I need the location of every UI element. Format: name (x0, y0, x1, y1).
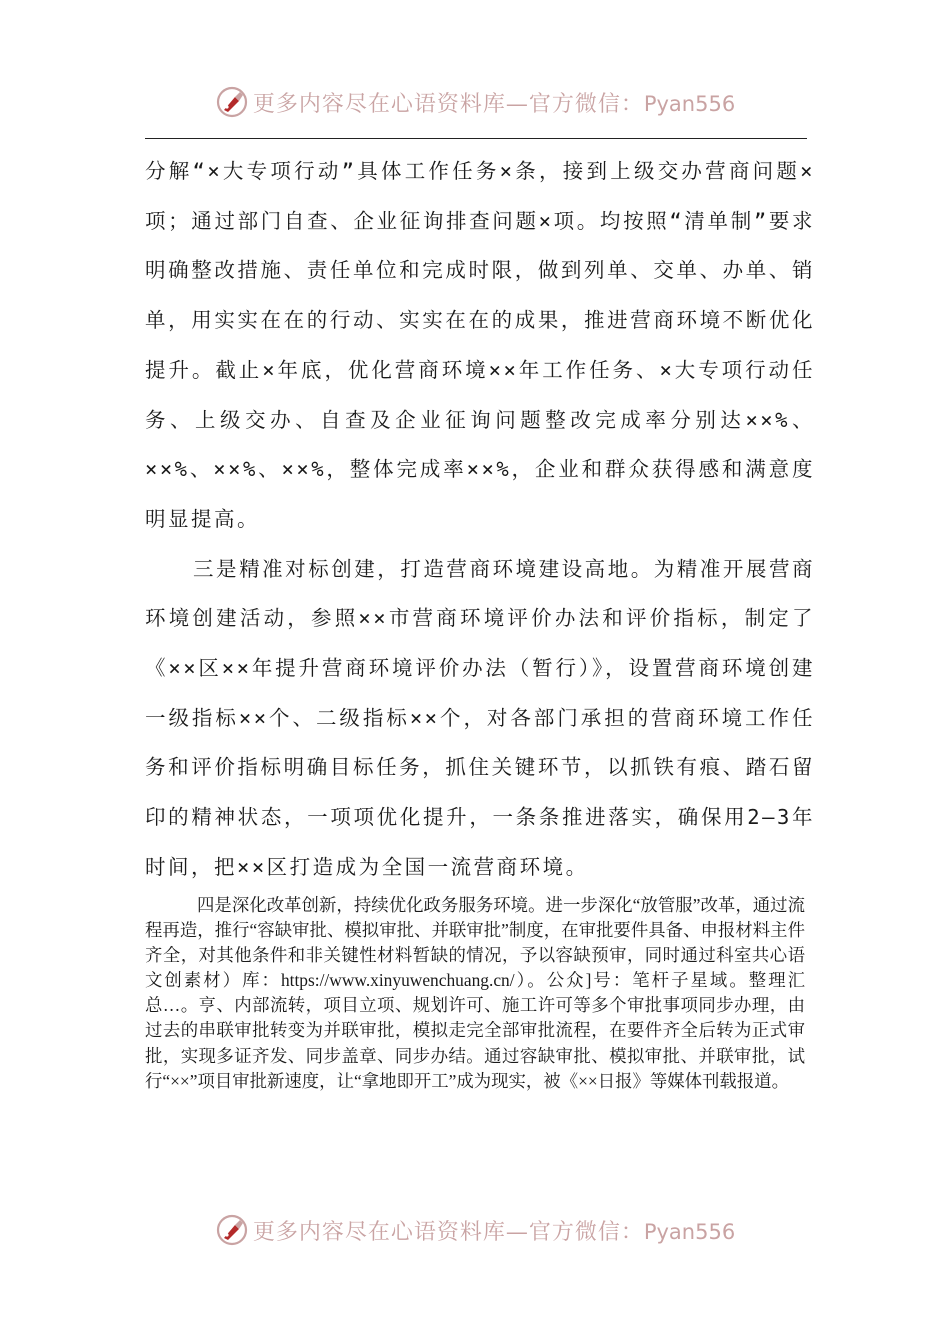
paragraph-1: 分解“×大专项行动”具体工作任务×条，接到上级交办营商问题×项；通过部门自查、企业征询排查问题×项。均按照“清单制”要求明确整改措施、责任单位和完成时限，做到列单、交单、办单、销单，用实实在在的行动、实实在在的成果，推进营商环境不断优化提升。截止×年底，优化营商环境××年工作任务、×大专项行动任务、上级交办、自查及企业征询问题整改完成率分别达××%、××%、××%、××%，整体完成率××%，企业和群众获得感和满意度明显提高。 (145, 159, 815, 531)
header-divider (145, 138, 807, 139)
header-banner (0, 80, 950, 124)
pen-nib-icon (215, 85, 249, 119)
footer-wechat-id: Pyan556 (643, 1219, 736, 1244)
paragraph-3: 四是深化改革创新，持续优化政务服务环境。进一步深化“放管服”改革，通过流程再造，推行“容缺审批、模拟审批、并联审批”制度，在审批要件具备、申报材料主件齐全，对其他条件和非关键性材料暂缺的情况，予以容缺预审，同时通过科室共心语文创素材）库：https://www.xinyuwenchuang.cn/）。公众]号：笔杆子星域。整理汇总…。亨、内部流转，项目立项、规划许可、施工许可等多个审批事项同步办理，由过去的串联审批转变为并联审批，模拟走完全部审批流程，在要件齐全后转为正式审批，实现多证齐发、同步盖章、同步办结。通过容缺审批、模拟审批、并联审批，试行“××”项目审批新速度，让“拿地即开工”成为现实，被《××日报》等媒体刊载报道。 (145, 895, 806, 1091)
document-body-small (145, 893, 805, 1094)
document-body (145, 147, 815, 893)
footer-banner (0, 1208, 950, 1252)
banner-wechat-id: Pyan556 (643, 91, 736, 116)
footer-banner-text: 更多内容尽在心语资料库—官方微信：Pyan556 (252, 1219, 736, 1245)
banner-text: 更多内容尽在心语资料库—官方微信：Pyan556 (252, 91, 736, 117)
paragraph-2: 三是精准对标创建，打造营商环境建设高地。为精准开展营商环境创建活动，参照××市营商环境评价办法和评价指标，制定了《××区××年提升营商环境评价办法（暂行）》，设置营商环境创建一级指标××个、二级指标××个，对各部门承担的营商环境工作任务和评价指标明确目标任务，抓住关键环节，以抓铁有痕、踏石留印的精神状态，一项项优化提升，一条条推进落实，确保用2—3年时间，把××区打造成为全国一流营商环境。 (145, 556, 815, 879)
pen-nib-icon (215, 1213, 249, 1247)
